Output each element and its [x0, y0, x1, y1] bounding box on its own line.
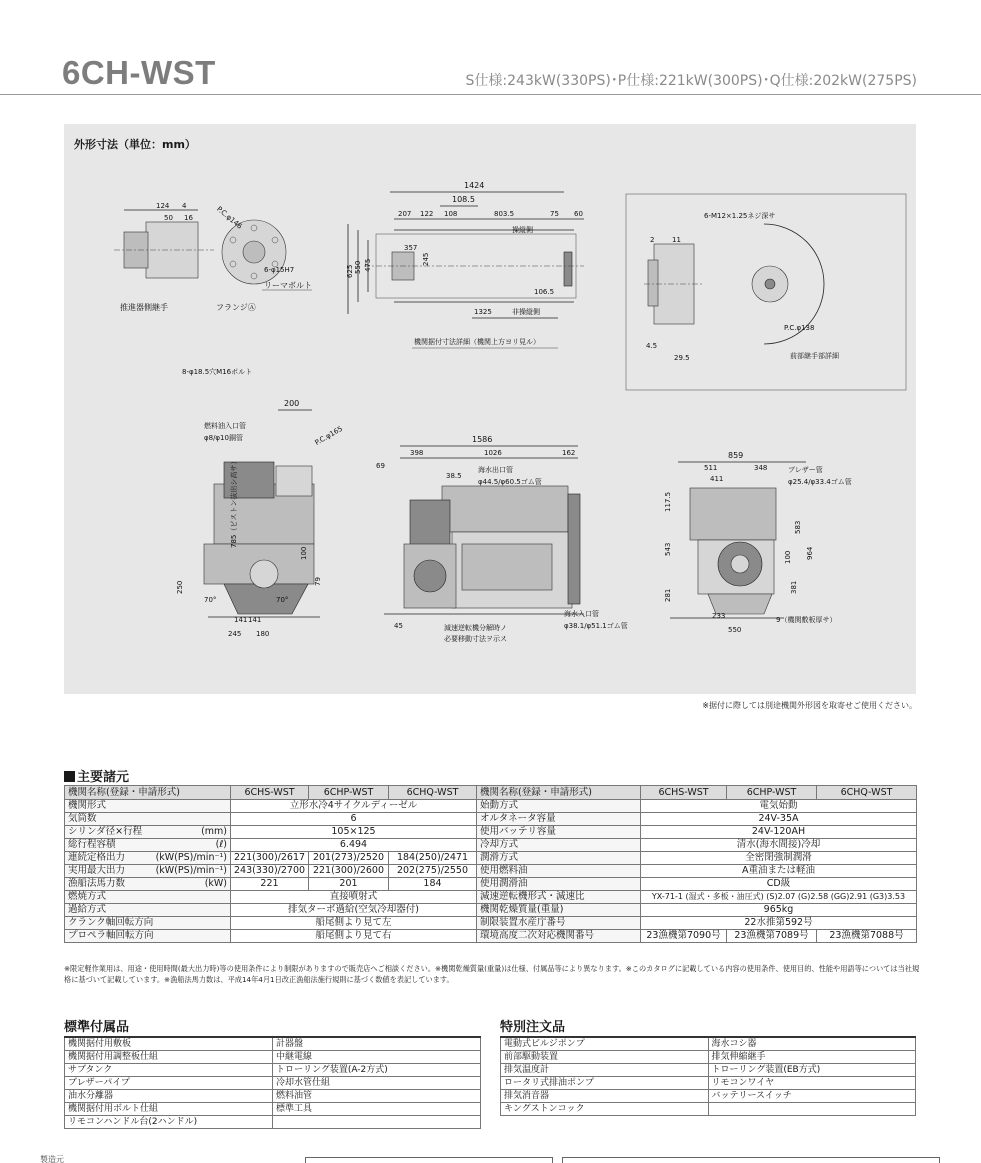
- dim-207: 207: [398, 210, 412, 218]
- dim-29-5: 29.5: [674, 354, 690, 362]
- spec-value: 965kg: [641, 904, 917, 917]
- list-item: リモコンワイヤ: [708, 1077, 916, 1090]
- list-item: 排気温度計: [501, 1064, 709, 1077]
- spec-value: 直接噴射式: [231, 891, 477, 904]
- dim-245: 245: [422, 252, 430, 266]
- spec-value: 184(250)/2471: [389, 852, 477, 865]
- dim-964: 964: [806, 546, 814, 560]
- front-coupling-detail: [626, 194, 906, 390]
- label-prop-coupling: 推進器側継手: [120, 303, 168, 312]
- spec-row: [65, 904, 917, 917]
- spec-value: CD級: [641, 878, 917, 891]
- spec-value: 201(273)/2520: [309, 852, 389, 865]
- list-row: [501, 1077, 916, 1090]
- dim-4: 4: [182, 202, 187, 210]
- list-item: [708, 1103, 916, 1116]
- list-item: 標準工具: [273, 1103, 481, 1116]
- spec-label: 減速逆転機形式・減速比: [477, 891, 641, 904]
- dim-1586: 1586: [472, 435, 493, 444]
- model-header: 6CHQ-WST: [817, 786, 917, 800]
- list-item: 油水分離器: [65, 1090, 273, 1103]
- dim-60: 60: [574, 210, 583, 218]
- specs-header-row: [65, 786, 917, 800]
- dim-348: 348: [754, 464, 768, 472]
- label-mount-detail: 機関据付寸法詳細（機関上方ヨリ見ル）: [414, 338, 540, 346]
- spec-value: 201: [309, 878, 389, 891]
- list-row: [65, 1064, 481, 1077]
- maker-label: 製造元: [40, 1155, 64, 1163]
- label-pc138: P.C.φ138: [784, 324, 815, 332]
- list-item: 燃料油管: [273, 1090, 481, 1103]
- spec-unit: (ℓ): [215, 839, 227, 850]
- list-item: トローリング装置(A-2方式): [273, 1064, 481, 1077]
- spec-label: [65, 813, 231, 826]
- spec-label-text: 気筒数: [68, 813, 97, 824]
- specs-title: [64, 766, 129, 785]
- list-row: [65, 1116, 481, 1129]
- dim-117-5: 117.5: [664, 491, 672, 512]
- list-row: [501, 1103, 916, 1116]
- page-header: [0, 0, 981, 96]
- dim-180: 180: [256, 630, 270, 638]
- label-seawater-out-size: φ44.5/φ60.5ゴム管: [478, 478, 542, 486]
- spec-value: 立形水冷4サイクルディーゼル: [231, 800, 477, 813]
- spec-label: [65, 800, 231, 813]
- list-item: ブレザーパイプ: [65, 1077, 273, 1090]
- spec-value: 221(300)/2617: [231, 852, 309, 865]
- specs-footnote: ※限定軽作業用は、用途・使用時間(最大出力時)等の使用条件により制限がありますので販売店へご相談ください。※機関乾燥質量(重量)は仕様、付属品等により異なります。※このカタログに記載している内容の使用条件、使用目的、性能や用語等については当社規格に基づいて記載しています。※漁船法馬力数は、平成14年4月1日改正漁船法施行規則に基づく数値を表記しています。: [64, 964, 920, 984]
- output-spec-line: S仕様:243kW(330PS)･P仕様:221kW(300PS)･Q仕様:202kW(275PS): [465, 73, 917, 89]
- dim-70-left: 70°: [204, 596, 217, 604]
- label-ream-bolt: リーマボルト: [264, 281, 312, 290]
- spec-label-text: クランク軸回転方向: [68, 917, 154, 928]
- dim-100-rear: 100: [300, 546, 308, 560]
- maker-box-2: [562, 1157, 940, 1163]
- label-bolt-holes: 8-φ18.5穴M16ボルト: [182, 368, 253, 376]
- label-side-port: 操縦側: [512, 226, 533, 234]
- spec-row: [65, 826, 917, 839]
- top-view-mounting: [346, 181, 584, 348]
- spec-label: 使用燃料油: [477, 865, 641, 878]
- dim-583: 583: [794, 520, 802, 534]
- spec-label: [65, 852, 231, 865]
- spec-label: 機関乾燥質量(重量): [477, 904, 641, 917]
- specs-header-right: 機関名称(登録・申請形式): [477, 786, 641, 800]
- list-row: [501, 1051, 916, 1064]
- spec-label-text: 機関形式: [68, 800, 107, 811]
- label-seawater-in: 海水入口管: [564, 610, 599, 618]
- spec-value: 船尾側より見て右: [231, 930, 477, 943]
- model-header: 6CHS-WST: [641, 786, 727, 800]
- spec-value: 電気始動: [641, 800, 917, 813]
- spec-value: 221: [231, 878, 309, 891]
- label-seawater-out: 海水出口管: [478, 466, 513, 474]
- spec-row: [65, 839, 917, 852]
- dim-106-5: 106.5: [534, 288, 555, 296]
- dim-100-front: 100: [784, 550, 792, 564]
- label-pc165: P.C.φ165: [313, 424, 344, 447]
- list-row: [65, 1037, 481, 1051]
- label-tap: 6-M12×1.25ネジ深サ: [704, 212, 776, 220]
- label-seawater-in-size: φ38.1/φ51.1ゴム管: [564, 622, 628, 630]
- model-header: 6CHS-WST: [231, 786, 309, 800]
- label-bed-thickness: 9（機関敷板厚サ）: [776, 616, 837, 624]
- dim-69: 69: [376, 462, 385, 470]
- drawing-title: 外形寸法（単位：mm）: [74, 138, 196, 151]
- dim-141-b: 141: [248, 616, 262, 624]
- dim-141-a: 141: [234, 616, 248, 624]
- spec-unit: (mm): [201, 826, 227, 837]
- list-item: リモコンハンドル台(2ハンドル): [65, 1116, 273, 1129]
- label-ream-spec: 6-φ15H7: [264, 266, 295, 274]
- dim-381: 381: [790, 580, 798, 594]
- list-item: 電動式ビルジポンプ: [501, 1037, 709, 1051]
- spec-value: 22水推第592号: [641, 917, 917, 930]
- side-view-engine: [376, 435, 628, 643]
- list-item: 排気消音器: [501, 1090, 709, 1103]
- dim-357: 357: [404, 244, 418, 252]
- spec-value: 24V-35A: [641, 813, 917, 826]
- spec-label: 潤滑方式: [477, 852, 641, 865]
- label-fuel-in: 燃料油入口管: [204, 422, 246, 430]
- dim-511: 511: [704, 464, 718, 472]
- spec-row: [65, 865, 917, 878]
- dim-281: 281: [664, 588, 672, 602]
- spec-value: 船尾側より見て左: [231, 917, 477, 930]
- spec-label: オルタネータ容量: [477, 813, 641, 826]
- spec-label: [65, 865, 231, 878]
- dim-233: 233: [712, 612, 726, 620]
- specs-title-text: 主要諸元: [77, 770, 130, 785]
- dim-411: 411: [710, 475, 724, 483]
- label-front-coupling: 前部継手部詳細: [790, 352, 839, 360]
- specs-table: [64, 785, 917, 943]
- spec-row: [65, 917, 917, 930]
- spec-label-text: 総行程容積: [68, 839, 116, 850]
- spec-value: 6: [231, 813, 477, 826]
- label-flange: フランジⒶ: [216, 303, 256, 312]
- label-gear-move-1: 減速逆転機分解時ノ: [444, 624, 507, 632]
- header-rule: [0, 94, 981, 95]
- list-row: [65, 1090, 481, 1103]
- dim-79-rear: 79: [314, 577, 322, 586]
- spec-value: 24V-120AH: [641, 826, 917, 839]
- label-side-star: 非操縦側: [512, 308, 540, 316]
- spec-value: 6.494: [231, 839, 477, 852]
- spec-label: [65, 891, 231, 904]
- dim-1026: 1026: [484, 449, 502, 457]
- rear-view-engine: [176, 367, 344, 638]
- dim-50: 50: [164, 214, 173, 222]
- dim-550: 550: [354, 260, 362, 274]
- spec-label-text: 連続定格出力: [68, 852, 126, 863]
- spec-label: 使用潤滑油: [477, 878, 641, 891]
- spec-label: 冷却方式: [477, 839, 641, 852]
- list-item: キングストンコック: [501, 1103, 709, 1116]
- label-breather-size: φ25.4/φ33.4ゴム管: [788, 478, 852, 486]
- spec-value: 105×125: [231, 826, 477, 839]
- model-header: 6CHP-WST: [727, 786, 817, 800]
- list-item: サブタンク: [65, 1064, 273, 1077]
- spec-row: [65, 813, 917, 826]
- dim-245-rear: 245: [228, 630, 242, 638]
- list-item: [273, 1116, 481, 1129]
- dim-124: 124: [156, 202, 170, 210]
- list-row: [65, 1051, 481, 1064]
- spec-row: [65, 852, 917, 865]
- list-item: 海水コシ器: [708, 1037, 916, 1051]
- spec-row: [65, 891, 917, 904]
- dim-1325: 1325: [474, 308, 492, 316]
- model-header: 6CHP-WST: [309, 786, 389, 800]
- list-row: [501, 1090, 916, 1103]
- spec-value: A重油または軽油: [641, 865, 917, 878]
- dim-550-front: 550: [728, 626, 742, 634]
- dim-4-5: 4.5: [646, 342, 658, 350]
- dim-38-5: 38.5: [446, 472, 462, 480]
- dim-803-5: 803.5: [494, 210, 515, 218]
- spec-label: [65, 826, 231, 839]
- dim-108-5: 108.5: [452, 195, 475, 204]
- spec-label-text: 漁船法馬力数: [68, 878, 126, 889]
- spec-label-text: シリンダ径×行程: [68, 826, 143, 837]
- spec-value: 清水(海水間接)冷却: [641, 839, 917, 852]
- list-item: バッテリースイッチ: [708, 1090, 916, 1103]
- dimension-drawing: [64, 124, 916, 694]
- list-item: トローリング装置(EB方式): [708, 1064, 916, 1077]
- label-gear-move-2: 必要移動寸法ヲ示ス: [444, 635, 507, 643]
- accessories-table: [64, 1036, 481, 1129]
- dim-11: 11: [672, 236, 681, 244]
- accessories-title: 標準付属品: [64, 1020, 130, 1035]
- spec-label-text: プロペラ軸回転方向: [68, 930, 154, 941]
- spec-label-text: 過給方式: [68, 904, 107, 915]
- front-view-engine: [664, 451, 852, 634]
- spec-unit: (kW): [204, 878, 227, 889]
- dim-1424: 1424: [464, 181, 485, 190]
- label-breather: ブレザー管: [788, 466, 823, 474]
- label-piston-height: 785（ピストン抜出シ高サ）: [230, 457, 238, 548]
- options-table: [500, 1036, 916, 1116]
- dim-475: 475: [364, 258, 372, 272]
- spec-label-text: 燃焼方式: [68, 891, 107, 902]
- list-row: [65, 1077, 481, 1090]
- spec-label: [65, 878, 231, 891]
- options-title: 特別注文品: [500, 1020, 566, 1035]
- dim-859: 859: [728, 451, 744, 460]
- model-header: 6CHQ-WST: [389, 786, 477, 800]
- spec-unit: (kW(PS)/min⁻¹): [155, 865, 227, 876]
- list-item: 機関据付用ボルト仕組: [65, 1103, 273, 1116]
- drawing-svg: [64, 124, 916, 694]
- list-row: [65, 1103, 481, 1116]
- maker-box-1: [305, 1157, 553, 1163]
- square-bullet-icon: [64, 771, 75, 782]
- dim-108: 108: [444, 210, 458, 218]
- spec-unit: (kW(PS)/min⁻¹): [155, 852, 227, 863]
- spec-label: [65, 930, 231, 943]
- list-item: 機関据付用調整板仕組: [65, 1051, 273, 1064]
- spec-row: [65, 930, 917, 943]
- spec-value: 23漁機第7089号: [727, 930, 817, 943]
- spec-row: [65, 878, 917, 891]
- dim-2: 2: [650, 236, 655, 244]
- list-row: [501, 1037, 916, 1051]
- spec-label-text: 実用最大出力: [68, 865, 126, 876]
- dim-543: 543: [664, 542, 672, 556]
- list-item: 機関据付用敷板: [65, 1037, 273, 1051]
- spec-label: 制限装置水産庁番号: [477, 917, 641, 930]
- dim-625: 625: [346, 264, 354, 278]
- spec-value: 23漁機第7090号: [641, 930, 727, 943]
- spec-value: 排気ターボ過給(空気冷却器付): [231, 904, 477, 917]
- spec-value: 23漁機第7088号: [817, 930, 917, 943]
- spec-label: 環境高度二次対応機関番号: [477, 930, 641, 943]
- spec-value: 全密閉強制潤滑: [641, 852, 917, 865]
- install-note: ※据付に際しては別途機関外形図を取寄せご使用ください。: [702, 701, 917, 710]
- list-item: 前部駆動装置: [501, 1051, 709, 1064]
- coupling-sketch: [114, 202, 312, 312]
- specs-header-left: 機関名称(登録・申請形式): [65, 786, 231, 800]
- list-item: ロータリ式排油ポンプ: [501, 1077, 709, 1090]
- dim-398: 398: [410, 449, 424, 457]
- spec-value: 202(275)/2550: [389, 865, 477, 878]
- list-item: 中継電線: [273, 1051, 481, 1064]
- spec-value: 184: [389, 878, 477, 891]
- list-item: 冷却水管仕組: [273, 1077, 481, 1090]
- spec-value: 221(300)/2600: [309, 865, 389, 878]
- list-row: [501, 1064, 916, 1077]
- spec-value: YX-71-1 (湿式・多板・油圧式) (S)2.07 (G)2.58 (GG)2.91 (G3)3.53: [641, 891, 917, 904]
- spec-label: [65, 904, 231, 917]
- dim-250: 250: [176, 580, 184, 594]
- spec-row: [65, 800, 917, 813]
- label-pc146: P.C.φ146: [215, 204, 244, 231]
- dim-122: 122: [420, 210, 434, 218]
- dim-70-right: 70°: [276, 596, 289, 604]
- spec-label: [65, 917, 231, 930]
- dim-162: 162: [562, 449, 576, 457]
- dim-45: 45: [394, 622, 403, 630]
- spec-label: 始動方式: [477, 800, 641, 813]
- list-item: 排気伸縮継手: [708, 1051, 916, 1064]
- model-title: 6CH-WST: [62, 54, 216, 91]
- dim-200: 200: [284, 399, 300, 408]
- list-item: 計器盤: [273, 1037, 481, 1051]
- spec-label: [65, 839, 231, 852]
- label-fuel-in-size: φ8/φ10銅管: [204, 434, 243, 442]
- spec-value: 243(330)/2700: [231, 865, 309, 878]
- spec-label: 使用バッテリ容量: [477, 826, 641, 839]
- dim-16: 16: [184, 214, 193, 222]
- dim-75: 75: [550, 210, 559, 218]
